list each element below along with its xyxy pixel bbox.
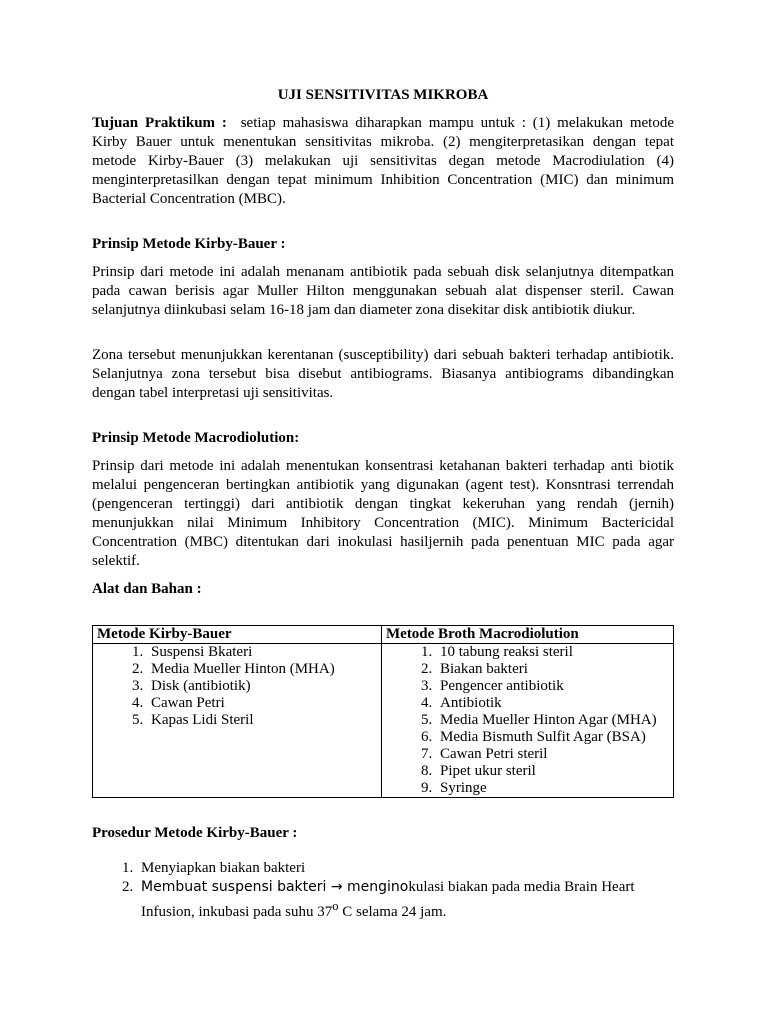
list-item: 6. Media Bismuth Sulfit Agar (BSA) (436, 729, 669, 746)
table-header-kirby: Metode Kirby-Bauer (93, 626, 382, 644)
list-item: 2. Biakan bakteri (436, 661, 669, 678)
list-item: 4. Antibiotik (436, 695, 669, 712)
list-item: 1. 10 tabung reaksi steril (436, 644, 669, 661)
prosedur-step-1: 1. Menyiapkan biakan bakteri (137, 859, 674, 878)
list-item: 2. Media Mueller Hinton (MHA) (147, 661, 377, 678)
list-item: 3. Disk (antibiotik) (147, 678, 377, 695)
alat-heading: Alat dan Bahan : (92, 581, 202, 597)
list-item: 8. Pipet ukur steril (436, 763, 669, 780)
tujuan-label: Tujuan Praktikum : (92, 115, 227, 131)
prosedur-list (92, 859, 674, 922)
list-item: 9. Syringe (436, 780, 669, 797)
document-page (92, 86, 674, 922)
list-item: 7. Cawan Petri steril (436, 746, 669, 763)
kirby-materials-list (97, 644, 377, 729)
macro-heading: Prinsip Metode Macrodiolution: (92, 430, 300, 446)
prosedur-step-2 (137, 878, 674, 922)
macro-materials-list (386, 644, 669, 797)
list-item: 1. Suspensi Bkateri (147, 644, 377, 661)
document-title: UJI SENSITIVITAS MIKROBA (277, 87, 489, 103)
tujuan-paragraph (92, 114, 674, 209)
prosedur-step-2-part-c: C selama 24 jam. (338, 904, 447, 920)
kirby-heading: Prinsip Metode Kirby-Bauer : (92, 236, 286, 252)
list-item: 3. Pengencer antibiotik (436, 678, 669, 695)
table-cell-macro (382, 644, 674, 798)
table-cell-kirby (93, 644, 382, 798)
degree-superscript: o (332, 899, 339, 913)
table-header-macro: Metode Broth Macrodiolution (382, 626, 674, 644)
list-item: 4. Cawan Petri (147, 695, 377, 712)
list-item: 5. Kapas Lidi Steril (147, 712, 377, 729)
tujuan-text: setiap mahasiswa diharapkan mampu untuk : (1) melakukan metode Kirby Bauer untuk menentukan sensitivitas mikroba. (2) mengiterpretasikan dengan tepat metode Kirby-Bauer (3) melakukan uji sensitivitas degan metode Macrodiulation (4) menginterpretasilkan dengan tepat minimum Inhibition Concentration (MIC) dan minimum Bacterial Concentration (MBC). (92, 115, 675, 207)
alat-bahan-table (92, 625, 674, 798)
prosedur-step-2-part-b: kulasi biakan pada media Brain Heart Infusion, inkubasi pada suhu 37 (141, 879, 635, 920)
prosedur-heading: Prosedur Metode Kirby-Bauer : (92, 825, 298, 841)
kirby-paragraph-1: Prinsip dari metode ini adalah menanam antibiotik pada sebuah disk selanjutnya ditempatkan pada cawan berisis agar Muller Hilton menggunakan sebuah alat dispenser steril. Cawan selanjutnya diinkubasi selam 16-18 jam dan diameter zona disekitar disk antibiotik diukur. (92, 264, 674, 318)
kirby-paragraph-2: Zona tersebut menunjukkan kerentanan (susceptibility) dari sebuah bakteri terhadap antibiotik. Selanjutnya zona tersebut bisa disebut antibiograms. Biasanya antibiograms dibandingkan dengan tabel interpretasi uji sensitivitas. (92, 347, 674, 401)
list-item: 5. Media Mueller Hinton Agar (MHA) (436, 712, 669, 729)
prosedur-step-2-part-a: Membuat suspensi bakteri → mengino (141, 879, 409, 895)
macro-paragraph: Prinsip dari metode ini adalah menentukan konsentrasi ketahanan bakteri terhadap anti biotik melalui pengenceran bertingkan antibiotik yang digunakan (agent test). Konsntrasi terrendah (pengenceran tertinggi) dari antibiotik dengan tingkat kekeruhan yang rendah (jernih) menunjukkan nilai Minimum Inhibitory Concentration (MIC). Minimum Bactericidal Concentration (MBC) ditentukan dari inokulasi hasiljernih pada penentuan MIC pada agar selektif. (92, 458, 674, 569)
